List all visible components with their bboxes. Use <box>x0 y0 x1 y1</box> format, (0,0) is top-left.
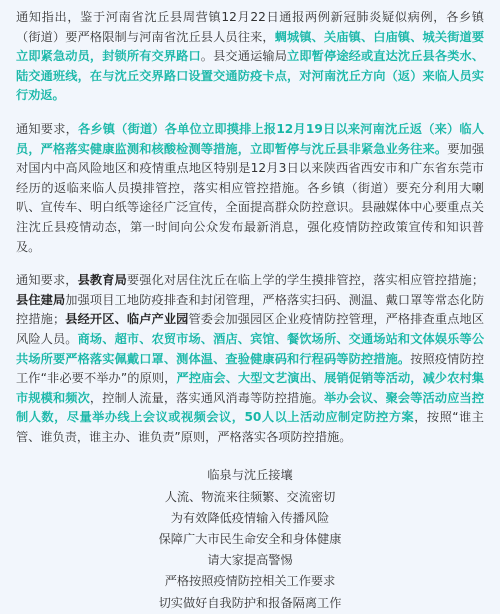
highlight-segment: 各乡镇（街道）各单位立即摸排上报12月19日以来河南沈丘返（来）临人员，严格落实健康监测和核酸检测等措施，立即暂停与沈丘县非紧急业务往来。 <box>16 121 485 156</box>
text-segment: 。县交通运输局 <box>200 49 288 64</box>
bold-segment: 县教育局 <box>77 273 127 288</box>
highlight-segment: 商场、超市、农贸市场、酒店、宾馆、餐饮场所、交通场站和文体娱乐等公共场所要严格落实佩戴口罩、测体温、查验健康码和行程码等防控措施。 <box>16 331 485 366</box>
text-segment: 管委会加强园区企业疫情防控管理，严格排查重点地区风险人员。 <box>16 312 485 346</box>
bold-segment: 县住建局 <box>16 292 66 307</box>
highlight-segment: 严控庙会、大型文艺演出、展销促销等活动，减少农村集市规模和频次 <box>16 371 484 405</box>
paragraph-personnel-screening <box>16 120 484 257</box>
text-segment: 要强化对居住沈丘在临上学的学生摸排管控，落实相应管控措施； <box>126 273 485 288</box>
closing-line: 临泉与沈丘接壤 <box>207 468 293 483</box>
text-segment: ，控制人流量，落实通风消毒等防控措施。 <box>89 390 324 405</box>
text-segment: 要加强对国内中高风险地区和疫情重点地区特别是12月3日以来陕西省西安市和广东省东莞市经历的返临来临人员摸排管控，落实相应管控措施。各乡镇（街道）要充分利用大喇叭、宣传车、明白纸等途径广泛宣传，全面提高群众防控意识。县融媒体中心要重点关注沈丘县疫情动态，第一时间向公众发布最新消息，强化疫情防控政策宣传和知识普及。 <box>16 141 485 254</box>
closing-line: 严格按照疫情防控相关工作要求 <box>164 574 336 589</box>
text-segment: 通知指出，鉴于河南省沈丘县周营镇12月22日通报两例新冠肺炎疑似病例，各乡镇（街道）要严格限制与河南省沈丘县人员往来， <box>16 10 484 44</box>
text-segment: ，按照“谁主管、谁负责，谁主办、谁负责”原则，严格落实各项防控措施。 <box>16 410 484 444</box>
highlight-segment: 立即暂停途经或直达沈丘县各类水、陆交通班线，在与沈丘交界路口设置交通防疫卡点，对河南沈丘方向（返）来临人员实行劝返。 <box>16 49 485 103</box>
paragraph-traffic-control <box>16 8 484 106</box>
closing-slogan <box>16 465 484 613</box>
closing-line: 请大家提高警惕 <box>207 553 293 568</box>
closing-line: 切实做好自我防护和报备隔离工作 <box>158 595 342 610</box>
closing-line: 为有效降低疫情输入传播风险 <box>170 510 330 525</box>
text-segment: 通知要求， <box>16 273 78 288</box>
highlight-segment: 蜩城镇、关庙镇、白庙镇、城关街道要立即紧急动员，封锁所有交界路口 <box>16 29 485 64</box>
highlight-segment: 举办会议、聚会等活动应当控制人数，尽量举办线上会议或视频会议，50人以上活动应制定防控方案 <box>16 390 485 425</box>
closing-line: 人流、物流来往频繁、交流密切 <box>164 489 336 504</box>
text-segment: 按照疫情防控工作“非必要不举办”的原则， <box>16 351 485 386</box>
text-segment: 加强项目工地防疫排查和封闭管理，严格落实扫码、测温、戴口罩等常态化防控措施； <box>16 292 485 327</box>
closing-line: 保障广大市民生命安全和身体健康 <box>158 532 342 547</box>
bold-segment: 县经开区、临卢产业园 <box>65 312 189 327</box>
text-segment: 通知要求， <box>16 121 78 136</box>
paragraph-department-measures <box>16 271 484 447</box>
